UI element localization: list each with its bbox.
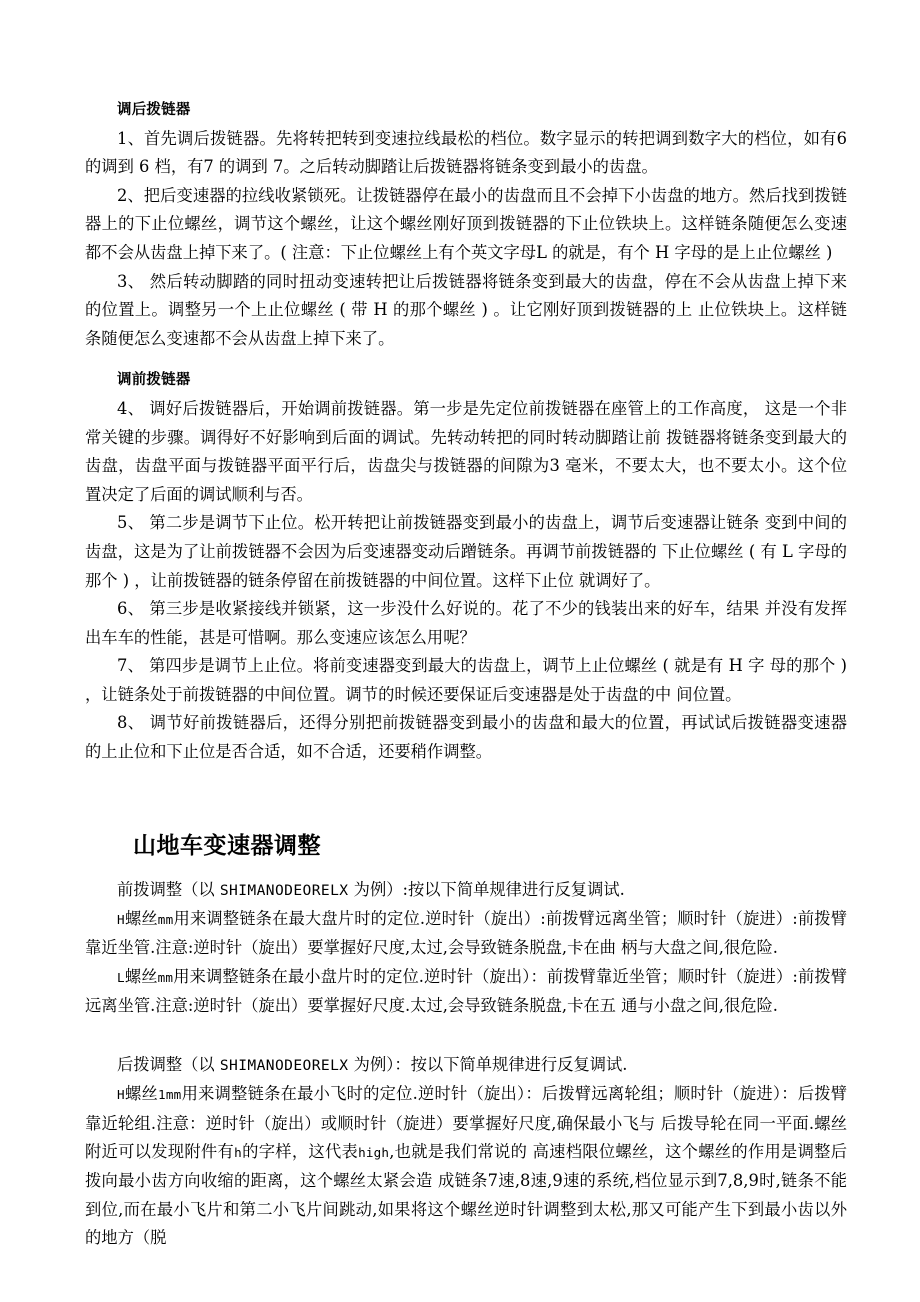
paragraph-6: 6、 第三步是收紧接线并锁紧，这一步没什么好说的。花了不少的钱装出来的好车，结果 并没有发挥出车车的性能，甚是可惜啊。那么变速应该怎么用呢？ bbox=[85, 599, 847, 647]
front-l-screw-unit: mm bbox=[157, 969, 174, 985]
spacer-after-main-heading bbox=[85, 863, 847, 876]
rear-h-screw-body4: ,也就是我们常说的 高速档限位螺丝，这个螺丝的作用是调整后拨向最小齿方向收缩的距离，这个螺丝太紧会造 成链条7速,8速,9速的系统,档位显示到7,8,9时,链条不能到位,而在最小飞片和第二小飞片间跳动,如果将这个螺丝逆时针调整到太松,那又可能产生下到最小齿以外的地方（脱 bbox=[85, 1141, 847, 1248]
paragraph-5: 5、 第二步是调节下止位。松开转把让前拨链器变到最小的齿盘上，调节后变速器让链条 变到中间的齿盘，这是为了让前拨链器不会因为后变速器变动后蹭链条。再调节前拨链器的 下止位螺丝 ( 有 L 字母的那个 ) ，让前拨链器的链条停留在前拨链器的中间位置。这样下止位 就调好了。 bbox=[85, 513, 847, 590]
rear-h-screw-body1: 螺丝 bbox=[124, 1084, 159, 1104]
front-derailleur-intro bbox=[85, 876, 847, 905]
rear-derailleur-intro bbox=[85, 1051, 847, 1080]
front-h-screw-label: H bbox=[117, 912, 125, 928]
rear-h-screw-unit: 1mm bbox=[158, 1087, 182, 1103]
rear-inline-high: high bbox=[358, 1144, 390, 1160]
page-title: 山地车变速器调整 bbox=[133, 832, 321, 859]
rear-h-screw-paragraph bbox=[85, 1080, 847, 1252]
front-l-screw-body2: 用来调整链条在最小盘片时的定位.逆时针（旋出）：前拨臂靠近坐管；顺时针（旋进）:前拨臂远离坐管.注意:逆时针（旋出）要掌握好尺度.太过,会导致链条脱盘,卡在五 通与小盘之间,很危险. bbox=[85, 966, 847, 1016]
paragraph-2: 2、把后变速器的拉线收紧锁死。让拨链器停在最小的齿盘而且不会掉下小齿盘的地方。然后找到拨链器上的下止位螺丝，调节这个螺丝，让这个螺丝刚好顶到拨链器的下止位铁块上。这样链条随便怎么变速都不会从齿盘上掉下来了。( 注意：下止位螺丝上有个英文字母L 的就是，有个 H 字母的是上止位螺丝 ) bbox=[85, 185, 847, 262]
front-l-screw-label: L bbox=[117, 969, 125, 985]
rear-inline-h: h bbox=[234, 1144, 242, 1160]
rear-h-screw-label: H bbox=[117, 1087, 125, 1103]
paragraph-1: 1、首先调后拨链器。先将转把转到变速拉线最松的档位。数字显示的转把调到数字大的档位，如有6 的调到 6 档，有7 的调到 7。之后转动脚踏让后拨链器将链条变到最小的齿盘。 bbox=[85, 128, 847, 177]
front-intro-prefix: 前拨调整（以 bbox=[117, 879, 220, 899]
paragraph-4: 4、 调好后拨链器后，开始调前拨链器。第一步是先定位前拨链器在座管上的工作高度， 这是一个非常关键的步骤。调得好不好影响到后面的调试。先转动转把的同时转动脚踏让前 拨链器将链条变到最大的齿盘，齿盘平面与拨链器平面平行后，齿盘尖与拨链器的间隙为3 毫米，不要太大，也不要太小。这个位置决定了后面的调试顺利与否。 bbox=[85, 398, 847, 504]
front-model-name: SHIMANODEORELX bbox=[219, 881, 349, 899]
heading-rear-derailleur: 调后拨链器 bbox=[117, 102, 191, 118]
front-h-screw-body1: 螺丝 bbox=[124, 909, 158, 929]
front-h-screw-unit: mm bbox=[157, 912, 174, 928]
front-l-screw-body1: 螺丝 bbox=[124, 966, 158, 986]
rear-h-screw-body2: 用来调整链条在最小飞时的定位.逆时针（旋出）：后拨臂远离轮组；顺时针（旋进）：后拨臂靠近轮组.注意：逆时针（旋出）或顺时针（旋进）要掌握好尺度,确保最小飞与 后拨导轮在同一平面.螺丝附近可以发现附件有 bbox=[85, 1084, 847, 1161]
document-content bbox=[85, 96, 847, 1253]
rear-model-name: SHIMANODEORELX bbox=[219, 1056, 349, 1074]
spacer-section1-section2 bbox=[85, 353, 847, 366]
front-l-screw-paragraph bbox=[85, 963, 847, 1021]
front-intro-suffix: 为例）:按以下简单规律进行反复调试. bbox=[348, 879, 625, 899]
rear-intro-suffix: 为例）：按以下简单规律进行反复调试. bbox=[348, 1054, 628, 1074]
spacer-before-main-heading bbox=[85, 767, 847, 829]
heading-front-derailleur: 调前拨链器 bbox=[117, 372, 191, 389]
paragraph-7: 7、 第四步是调节上止位。将前变速器变到最大的齿盘上，调节上止位螺丝 ( 就是有 H 字 母的那个 ) ，让链条处于前拨链器的中间位置。调节的时候还要保证后变速器是处于齿盘的中 间位置。 bbox=[85, 656, 847, 704]
paragraph-3: 3、 然后转动脚踏的同时扭动变速转把让后拨链器将链条变到最大的齿盘，停在不会从齿盘上掉下来的位置上。调整另一个上止位螺丝 ( 带 H 的那个螺丝 ) 。让它刚好顶到拨链器的上 止位铁块上。这样链条随便怎么变速都不会从齿盘上掉下来了。 bbox=[85, 271, 847, 348]
front-h-screw-paragraph bbox=[85, 905, 847, 963]
rear-h-screw-body3: 的字样，这代表 bbox=[241, 1141, 359, 1161]
front-h-screw-body2: 用来调整链条在最大盘片时的定位.逆时针（旋出）:前拨臂远离坐管；顺时针（旋进）:前拨臂靠近坐管.注意:逆时针（旋出）要掌握好尺度,太过,会导致链条脱盘,卡在曲 柄与大盘之间,很危险. bbox=[85, 909, 847, 958]
spacer-front-rear bbox=[85, 1021, 847, 1051]
paragraph-8: 8、 调节好前拨链器后，还得分别把前拨链器变到最小的齿盘和最大的位置，再试试后拨链器变速器的上止位和下止位是否合适，如不合适，还要稍作调整。 bbox=[85, 713, 847, 762]
rear-intro-prefix: 后拨调整（以 bbox=[117, 1054, 220, 1074]
